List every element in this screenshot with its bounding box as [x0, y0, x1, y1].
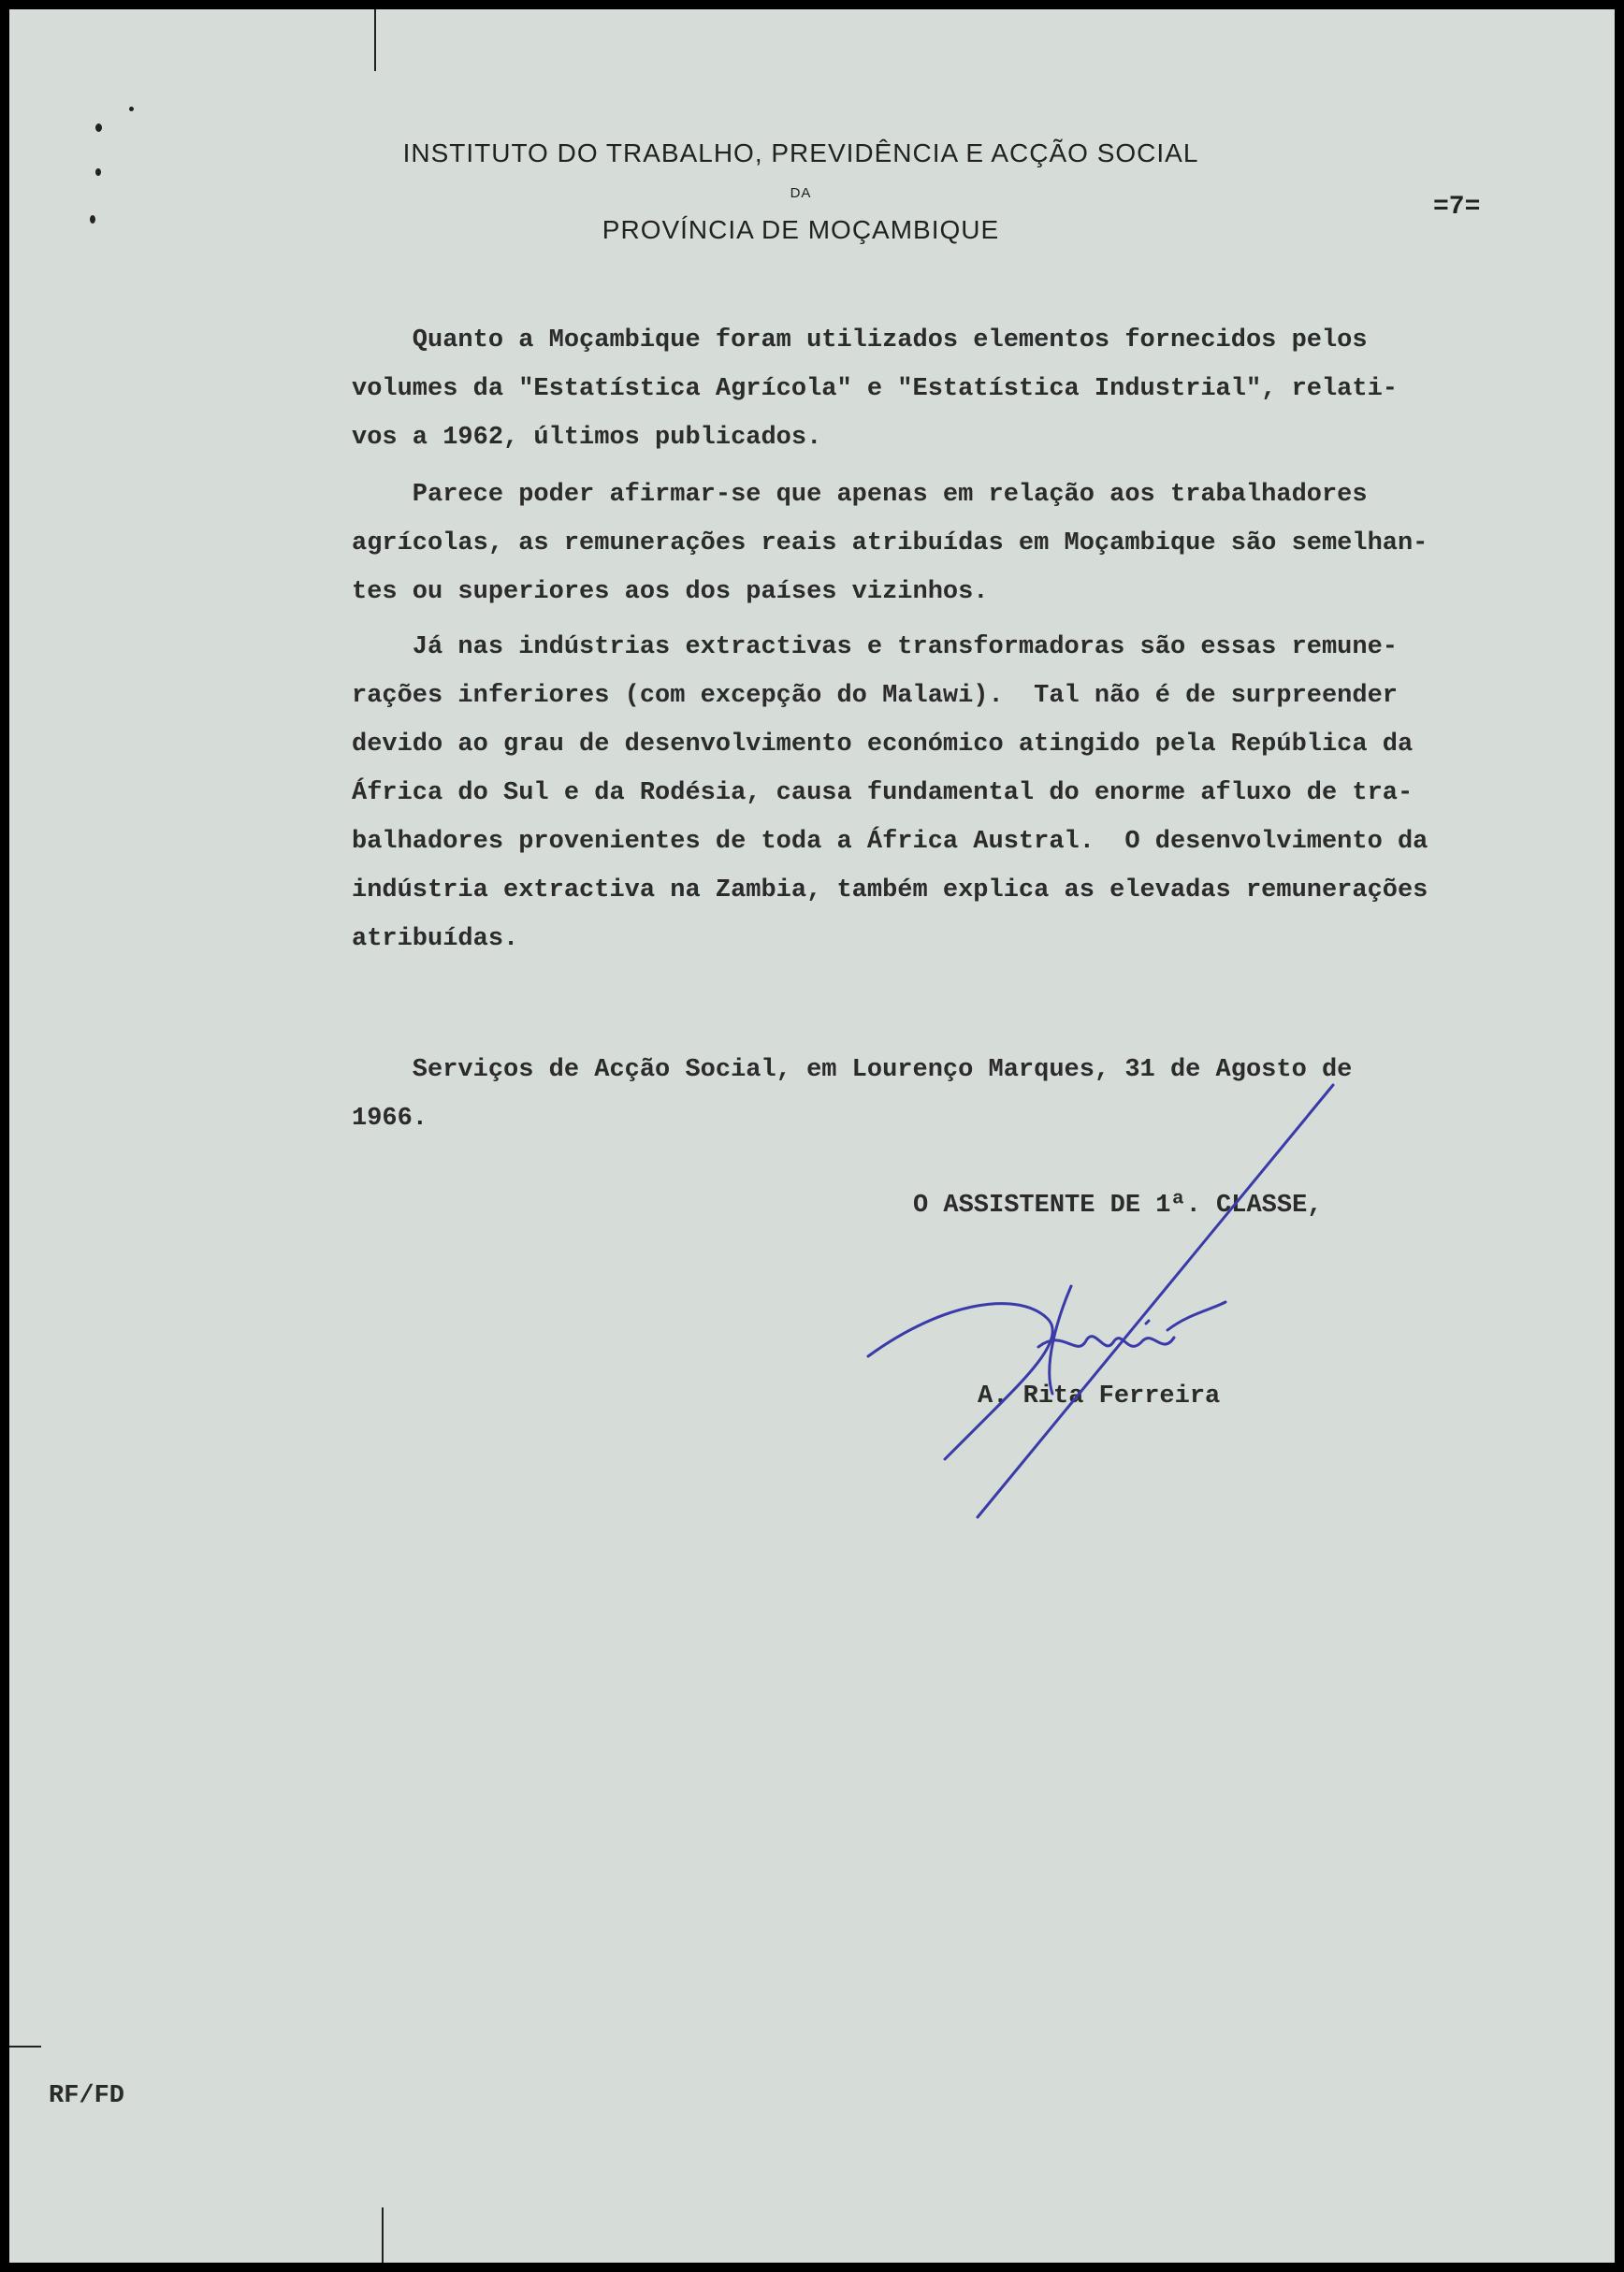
- text-line: indústria extractiva na Zambia, também explica as elevadas remunerações: [352, 876, 1428, 904]
- signature-strokes: [868, 1085, 1333, 1517]
- text-line: devido ao grau de desenvolvimento económico atingido pela República da: [352, 731, 1414, 759]
- typist-initials: RF/FD: [49, 2082, 125, 2110]
- letterhead-province: PROVÍNCIA DE MOÇAMBIQUE: [602, 215, 1000, 244]
- text-line: rações inferiores (com excepção do Malawi). Tal não é de surpreender: [352, 682, 1398, 710]
- handwritten-signature: [9, 9, 1615, 2263]
- text-line: África do Sul e da Rodésia, causa fundamental do enorme afluxo de tra-: [352, 779, 1414, 807]
- text-line: vos a 1962, últimos publicados.: [352, 424, 822, 452]
- text-line: tes ou superiores aos dos países vizinhos.: [352, 578, 989, 606]
- page-number: =7=: [1433, 193, 1481, 222]
- text-line: volumes da "Estatística Agrícola" e "Estatística Industrial", relati-: [352, 375, 1398, 403]
- signatory-name: A. Rita Ferreira: [978, 1382, 1221, 1411]
- text-line: Quanto a Moçambique foram utilizados elementos fornecidos pelos: [352, 326, 1368, 355]
- signature-flourish: [868, 1304, 1052, 1459]
- document-page: [9, 9, 1615, 2263]
- signatory-title: O ASSISTENTE DE 1ª. CLASSE,: [913, 1192, 1323, 1220]
- text-line: atribuídas.: [352, 925, 519, 953]
- text-line: Já nas indústrias extractivas e transformadoras são essas remune-: [352, 633, 1398, 661]
- text-line: Serviços de Acção Social, em Lourenço Marques, 31 de Agosto de: [352, 1056, 1353, 1084]
- text-line: agrícolas, as remunerações reais atribuídas em Moçambique são semelhan-: [352, 529, 1428, 557]
- letterhead-institution: INSTITUTO DO TRABALHO, PREVIDÊNCIA E ACÇÃO SOCIAL: [402, 138, 1199, 167]
- text-line: Parece poder afirmar-se que apenas em relação aos trabalhadores: [352, 481, 1368, 509]
- text-line: 1966.: [352, 1105, 428, 1133]
- signature-diagonal-stroke: [978, 1085, 1333, 1517]
- letterhead-connector: DA: [790, 185, 812, 201]
- text-line: balhadores provenientes de toda a África Austral. O desenvolvimento da: [352, 828, 1428, 856]
- signature-letters: [1038, 1286, 1225, 1394]
